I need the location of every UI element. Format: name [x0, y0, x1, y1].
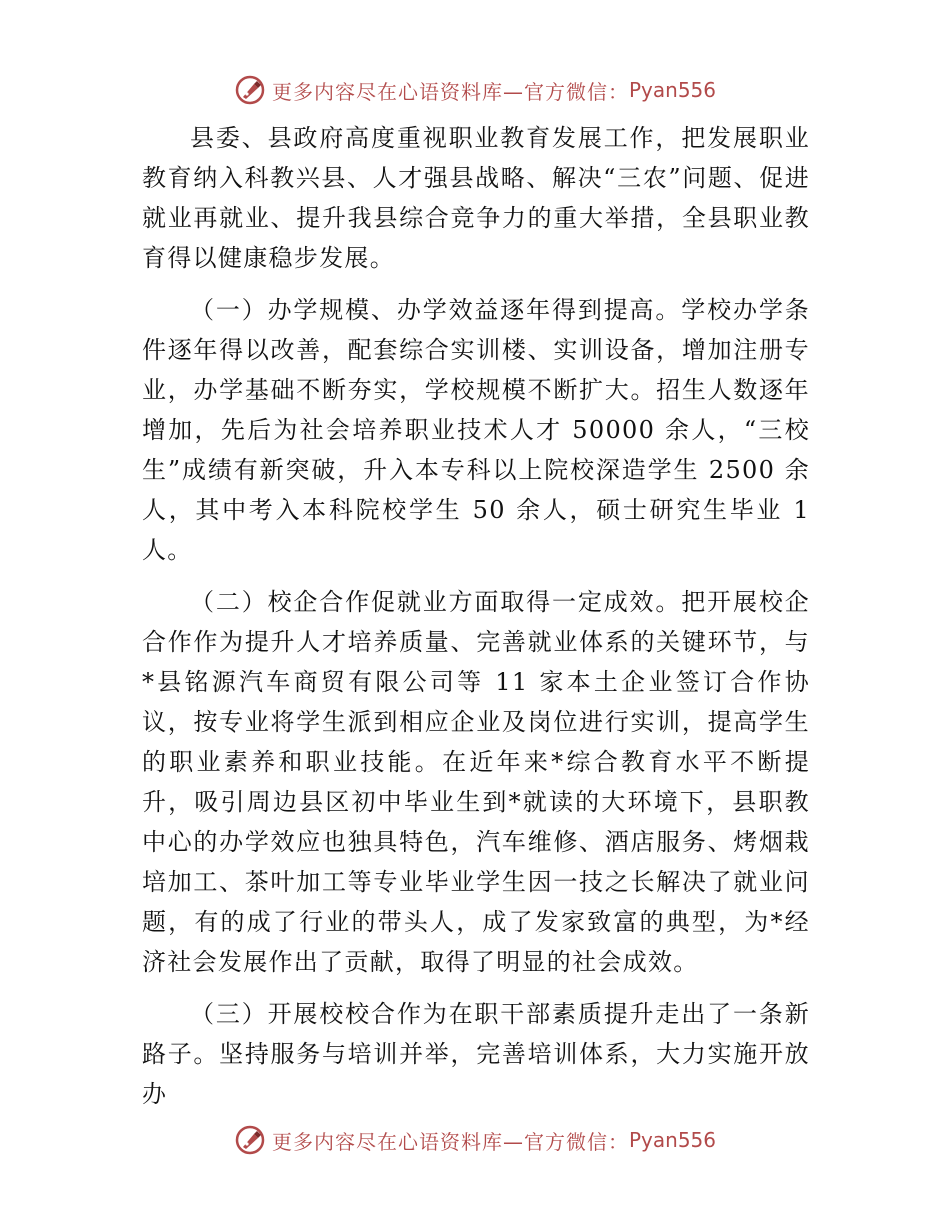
- paragraph-section-1: （一）办学规模、办学效益逐年得到提高。学校办学条件逐年得以改善，配套综合实训楼、实训设备，增加注册专业，办学基础不断夯实，学校规模不断扩大。招生人数逐年增加，先后为社会培养职业技术人才 50000 余人，“三校生”成绩有新突破，升入本专科以上院校深造学生 2500 余人，其中考入本科院校学生 50 余人，硕士研究生毕业 1 人。: [142, 296, 810, 564]
- paragraph-section-3: （三）开展校校合作为在职干部素质提升走出了一条新路子。坚持服务与培训并举，完善培训体系，大力实施开放办: [142, 1000, 810, 1108]
- banner-wechat-id: Pyan556: [628, 78, 716, 102]
- paragraph-section-2: （二）校企合作促就业方面取得一定成效。把开展校企合作作为提升人才培养质量、完善就业体系的关键环节，与*县铭源汽车商贸有限公司等 11 家本土企业签订合作协议，按专业将学生派到相应企业及岗位进行实训，提高学生的职业素养和职业技能。在近年来*综合教育水平不断提升，吸引周边县区初中毕业生到*就读的大环境下，县职教中心的办学效应也独具特色，汽车维修、酒店服务、烤烟栽培加工、茶叶加工等专业毕业学生因一技之长解决了就业问题，有的成了行业的带头人，成了发家致富的典型，为*经济社会发展作出了贡献，取得了明显的社会成效。: [142, 588, 810, 976]
- pen-nib-logo-icon: [234, 1124, 266, 1156]
- document-body: [142, 118, 810, 1126]
- banner-wechat-id: Pyan556: [628, 1128, 716, 1152]
- banner-text: 更多内容尽在心语资料库—官方微信：: [271, 79, 629, 104]
- pen-nib-logo-icon: [234, 74, 266, 106]
- header-watermark-banner: [0, 70, 950, 110]
- banner-text: 更多内容尽在心语资料库—官方微信：: [271, 1129, 629, 1154]
- footer-watermark-banner: [0, 1120, 950, 1160]
- paragraph-intro: 县委、县政府高度重视职业教育发展工作，把发展职业教育纳入科教兴县、人才强县战略、解决“三农”问题、促进就业再就业、提升我县综合竞争力的重大举措，全县职业教育得以健康稳步发展。: [142, 124, 810, 272]
